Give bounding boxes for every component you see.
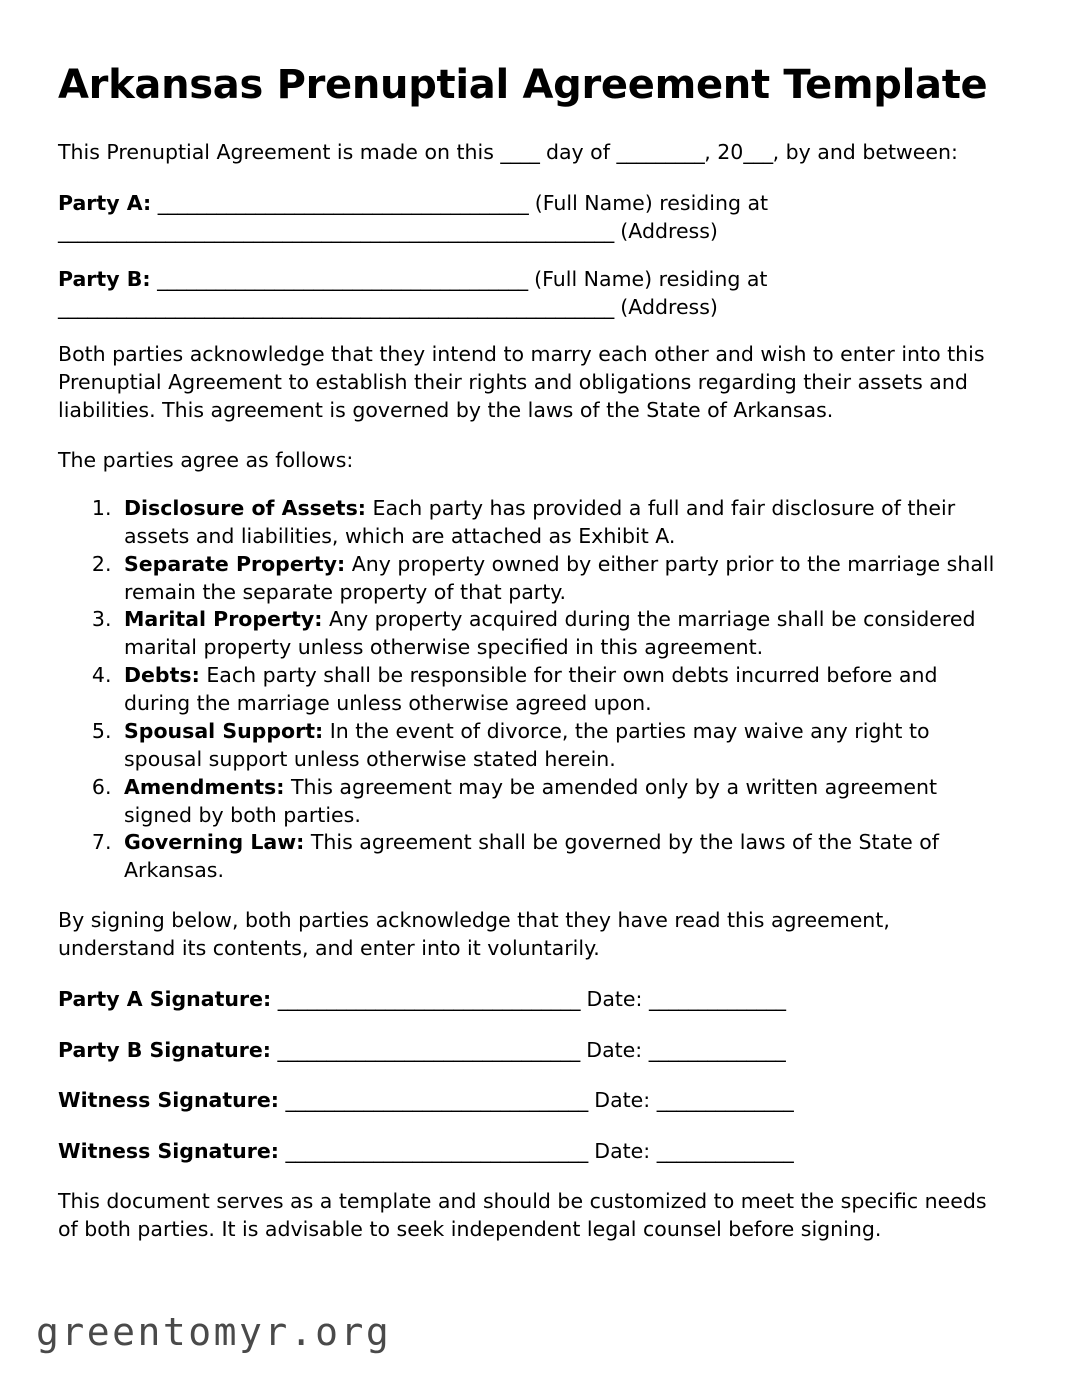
- day-blank[interactable]: ____: [500, 140, 540, 165]
- party-b-address-caption: (Address): [620, 295, 718, 320]
- date-label: Date:: [586, 1037, 643, 1062]
- term-body: Each party has provided a full and fair disclosure of their assets and liabilities, which are attached as Exhibit A.: [124, 495, 956, 548]
- list-item: [118, 551, 1010, 607]
- site-watermark: greentomyr.org: [36, 1310, 392, 1354]
- term-heading: Disclosure of Assets:: [124, 495, 366, 520]
- party-b-name-blank[interactable]: ______________________________________: [157, 267, 528, 292]
- agree-lead-in: The parties agree as follows:: [58, 448, 354, 472]
- signature-row-party-a: [58, 985, 1010, 1014]
- term-heading: Spousal Support:: [124, 718, 324, 743]
- party-a-address-caption: (Address): [620, 219, 718, 244]
- intro-line: [58, 139, 1010, 167]
- term-body: Each party shall be responsible for their own debts incurred before and during the marriage unless otherwise agreed upon.: [124, 663, 938, 715]
- date-label: Date:: [586, 986, 643, 1011]
- term-body: This agreement shall be governed by the laws of the State of Arkansas.: [124, 830, 939, 883]
- party-b-label: Party B:: [58, 267, 151, 292]
- date-blank[interactable]: ______________: [656, 1088, 794, 1113]
- signature-blank[interactable]: _______________________________: [285, 1138, 588, 1163]
- intro-text-part4: , by and between:: [772, 140, 958, 165]
- party-a-name-blank[interactable]: ______________________________________: [157, 191, 529, 216]
- term-heading: Marital Property:: [124, 607, 323, 632]
- year-blank[interactable]: ___: [743, 140, 773, 165]
- list-item: [118, 662, 1010, 718]
- list-item: [118, 718, 1010, 774]
- list-item: [118, 606, 1010, 662]
- term-heading: Debts:: [124, 663, 200, 688]
- date-label: Date:: [594, 1088, 651, 1113]
- party-a-name-caption: (Full Name) residing at: [534, 191, 769, 216]
- term-heading: Amendments:: [124, 774, 285, 799]
- intro-text-part1: This Prenuptial Agreement is made on this: [58, 140, 501, 165]
- signature-label: Witness Signature:: [58, 1138, 279, 1163]
- document-body: [58, 62, 1010, 1265]
- month-blank[interactable]: _________: [616, 140, 705, 165]
- party-b-address-blank[interactable]: _________________________________________________________: [58, 295, 614, 320]
- party-b-block: [58, 265, 1010, 321]
- date-blank[interactable]: ______________: [648, 986, 786, 1011]
- list-item: [118, 495, 1010, 551]
- term-body: Any property owned by either party prior to the marriage shall remain the separate property of that party.: [124, 551, 995, 604]
- term-body: This agreement may be amended only by a written agreement signed by both parties.: [124, 774, 938, 827]
- term-body: Any property acquired during the marriage shall be considered marital property unless otherwise specified in this agreement.: [124, 607, 976, 660]
- signature-block: [58, 985, 1010, 1166]
- party-a-address-blank[interactable]: _________________________________________________________: [58, 219, 614, 244]
- signature-label: Party A Signature:: [58, 986, 272, 1011]
- signature-row-witness-2: [58, 1137, 1010, 1166]
- signature-blank[interactable]: _______________________________: [285, 1088, 588, 1113]
- term-heading: Separate Property:: [124, 551, 346, 576]
- date-label: Date:: [594, 1138, 651, 1163]
- term-heading: Governing Law:: [124, 830, 305, 855]
- party-a-block: [58, 189, 1010, 245]
- signature-label: Witness Signature:: [58, 1088, 279, 1113]
- list-item: [118, 774, 1010, 830]
- intro-text-part2: day of: [539, 140, 617, 165]
- acknowledgement-paragraph: Both parties acknowledge that they intend to marry each other and wish to enter into this Prenuptial Agreement to establish their rights and obligations regarding their assets and liabilities. This agreement is governed by the laws of the State of Arkansas.: [58, 342, 985, 423]
- disclaimer-paragraph: This document serves as a template and should be customized to meet the specific needs of both parties. It is advisable to seek independent legal counsel before signing.: [58, 1188, 987, 1241]
- signing-paragraph: By signing below, both parties acknowledge that they have read this agreement, understand its contents, and enter into it voluntarily.: [58, 908, 890, 960]
- signature-blank[interactable]: _______________________________: [277, 986, 580, 1011]
- party-a-label: Party A:: [58, 191, 152, 216]
- signature-row-witness-1: [58, 1086, 1010, 1115]
- signature-label: Party B Signature:: [58, 1037, 271, 1062]
- intro-text-part3: , 20: [704, 140, 744, 165]
- term-body: In the event of divorce, the parties may waive any right to spousal support unless otherwise stated herein.: [124, 718, 930, 771]
- list-item: [118, 829, 1010, 885]
- party-b-name-caption: (Full Name) residing at: [534, 267, 768, 292]
- signature-blank[interactable]: _______________________________: [277, 1037, 580, 1062]
- page-title: Arkansas Prenuptial Agreement Template: [58, 62, 988, 108]
- date-blank[interactable]: ______________: [648, 1037, 786, 1062]
- date-blank[interactable]: ______________: [656, 1138, 794, 1163]
- terms-list: [58, 495, 1010, 885]
- signature-row-party-b: [58, 1036, 1010, 1065]
